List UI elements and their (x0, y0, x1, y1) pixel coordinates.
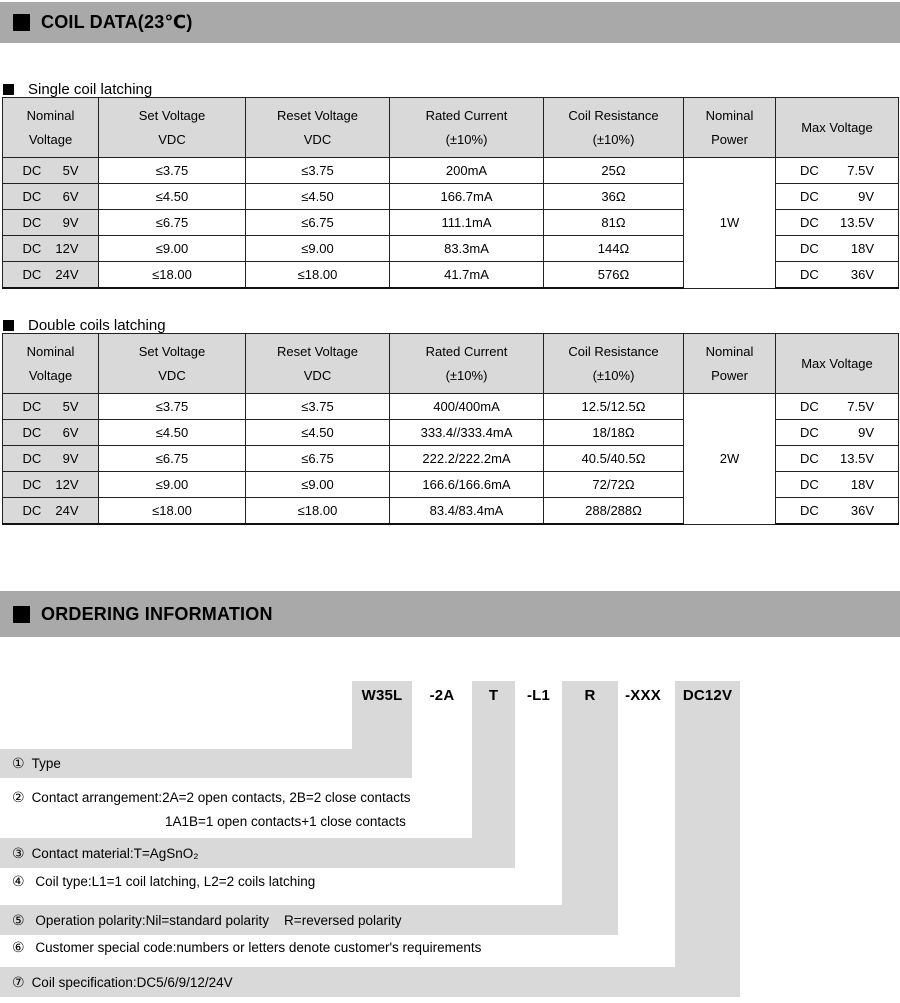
max-voltage-cell: DC 36V (776, 498, 899, 525)
set-voltage-cell: ≤4.50 (99, 184, 246, 210)
reset-voltage-cell: ≤4.50 (246, 420, 390, 446)
nominal-voltage-cell: DC 6V (3, 420, 99, 446)
coil-resistance-cell: 81Ω (544, 210, 684, 236)
nominal-voltage-cell: DC 12V (3, 236, 99, 262)
ordering-information-section-bar (0, 591, 900, 637)
double-header-row (3, 334, 899, 394)
col-nominal-power: Nominal Power (684, 98, 776, 158)
ordering-item-row-5: ⑤ Operation polarity:Nil=standard polarity R=reversed polarity (0, 905, 618, 935)
col-coil-resistance: Coil Resistance (±10%) (544, 98, 684, 158)
nominal-voltage-cell: DC 5V (3, 394, 99, 420)
ordering-section-title: ORDERING INFORMATION (41, 603, 273, 624)
set-voltage-cell: ≤9.00 (99, 236, 246, 262)
max-voltage-cell: DC 18V (776, 236, 899, 262)
nominal-voltage-cell: DC 9V (3, 210, 99, 236)
connector-column-r (562, 681, 618, 935)
ordering-item-row-7: ⑦ Coil specification:DC5/6/9/12/24V (0, 967, 740, 997)
rated-current-cell: 166.6/166.6mA (390, 472, 544, 498)
rated-current-cell: 166.7mA (390, 184, 544, 210)
reset-voltage-cell: ≤9.00 (246, 472, 390, 498)
single-coil-table-title: Single coil latching (3, 81, 152, 97)
coil-resistance-cell: 144Ω (544, 236, 684, 262)
double-coil-table (2, 333, 899, 525)
coil-resistance-cell: 18/18Ω (544, 420, 684, 446)
reset-voltage-cell: ≤18.00 (246, 262, 390, 289)
ordering-item-row-1: ① Type (0, 749, 412, 778)
max-voltage-cell: DC 7.5V (776, 394, 899, 420)
set-voltage-cell: ≤18.00 (99, 498, 246, 525)
col-set-voltage: Set Voltage VDC (99, 98, 246, 158)
rated-current-cell: 83.3mA (390, 236, 544, 262)
ordering-item-row-2: ② Contact arrangement:2A=2 open contacts, 2B=2 close contacts (12, 789, 411, 805)
rated-current-cell: 83.4/83.4mA (390, 498, 544, 525)
coil-data-section-title: COIL DATA(23℃) (41, 12, 193, 32)
rated-current-cell: 222.2/222.2mA (390, 446, 544, 472)
set-voltage-cell: ≤6.75 (99, 446, 246, 472)
col-nominal-power: Nominal Power (684, 334, 776, 394)
col-rated-current: Rated Current (±10%) (390, 334, 544, 394)
set-voltage-cell: ≤4.50 (99, 420, 246, 446)
bullet-square-icon (3, 84, 14, 95)
rated-current-cell: 111.1mA (390, 210, 544, 236)
rated-current-cell: 400/400mA (390, 394, 544, 420)
ordering-item-row-6: ⑥ Customer special code:numbers or letters denote customer's requirements (12, 939, 482, 955)
col-nominal-voltage: Nominal Voltage (3, 98, 99, 158)
col-max-voltage: Max Voltage (776, 98, 899, 158)
coil-resistance-cell: 576Ω (544, 262, 684, 289)
reset-voltage-cell: ≤3.75 (246, 158, 390, 184)
bullet-square-icon (3, 320, 14, 331)
col-nominal-voltage: Nominal Voltage (3, 334, 99, 394)
code-part-coil-type: -L1 (526, 687, 551, 704)
nominal-power-cell: 2W (684, 394, 776, 525)
max-voltage-cell: DC 13.5V (776, 446, 899, 472)
ordering-item-row-3: ③ Contact material:T=AgSnO₂ (0, 838, 515, 868)
max-voltage-cell: DC 7.5V (776, 158, 899, 184)
section-square-icon (13, 606, 30, 623)
section-square-icon (13, 14, 30, 31)
col-rated-current: Rated Current (±10%) (390, 98, 544, 158)
connector-column-dc12v (675, 681, 740, 997)
nominal-voltage-cell: DC 9V (3, 446, 99, 472)
coil-resistance-cell: 36Ω (544, 184, 684, 210)
reset-voltage-cell: ≤6.75 (246, 446, 390, 472)
set-voltage-cell: ≤3.75 (99, 158, 246, 184)
set-voltage-cell: ≤6.75 (99, 210, 246, 236)
max-voltage-cell: DC 36V (776, 262, 899, 289)
nominal-voltage-cell: DC 24V (3, 498, 99, 525)
coil-resistance-cell: 288/288Ω (544, 498, 684, 525)
rated-current-cell: 41.7mA (390, 262, 544, 289)
nominal-voltage-cell: DC 6V (3, 184, 99, 210)
rated-current-cell: 200mA (390, 158, 544, 184)
col-coil-resistance: Coil Resistance (±10%) (544, 334, 684, 394)
col-reset-voltage: Reset Voltage VDC (246, 334, 390, 394)
coil-resistance-cell: 12.5/12.5Ω (544, 394, 684, 420)
set-voltage-cell: ≤9.00 (99, 472, 246, 498)
ordering-code-diagram (0, 637, 900, 1003)
table-row (3, 158, 899, 184)
max-voltage-cell: DC 9V (776, 184, 899, 210)
reset-voltage-cell: ≤9.00 (246, 236, 390, 262)
set-voltage-cell: ≤3.75 (99, 394, 246, 420)
single-header-row (3, 98, 899, 158)
coil-resistance-cell: 40.5/40.5Ω (544, 446, 684, 472)
max-voltage-cell: DC 18V (776, 472, 899, 498)
set-voltage-cell: ≤18.00 (99, 262, 246, 289)
table-row (3, 394, 899, 420)
single-coil-table (2, 97, 899, 289)
col-set-voltage: Set Voltage VDC (99, 334, 246, 394)
coil-data-section-bar (0, 2, 900, 43)
nominal-voltage-cell: DC 12V (3, 472, 99, 498)
reset-voltage-cell: ≤3.75 (246, 394, 390, 420)
code-part-type: W35L (361, 687, 403, 704)
code-part-contact-arrangement: -2A (429, 687, 455, 704)
rated-current-cell: 333.4//333.4mA (390, 420, 544, 446)
ordering-item-row-2-line-2: 1A1B=1 open contacts+1 close contacts (165, 814, 406, 829)
reset-voltage-cell: ≤6.75 (246, 210, 390, 236)
coil-resistance-cell: 25Ω (544, 158, 684, 184)
code-part-coil-specification: DC12V (682, 687, 733, 704)
max-voltage-cell: DC 13.5V (776, 210, 899, 236)
code-part-operation-polarity: R (584, 687, 596, 704)
code-part-contact-material: T (488, 687, 499, 704)
reset-voltage-cell: ≤18.00 (246, 498, 390, 525)
nominal-voltage-cell: DC 5V (3, 158, 99, 184)
nominal-power-cell: 1W (684, 158, 776, 289)
reset-voltage-cell: ≤4.50 (246, 184, 390, 210)
nominal-voltage-cell: DC 24V (3, 262, 99, 289)
col-reset-voltage: Reset Voltage VDC (246, 98, 390, 158)
double-coil-table-title: Double coils latching (3, 317, 166, 333)
ordering-item-row-4: ④ Coil type:L1=1 coil latching, L2=2 coils latching (12, 873, 316, 889)
max-voltage-cell: DC 9V (776, 420, 899, 446)
col-max-voltage: Max Voltage (776, 334, 899, 394)
code-part-customer-code: -XXX (625, 687, 661, 704)
coil-resistance-cell: 72/72Ω (544, 472, 684, 498)
